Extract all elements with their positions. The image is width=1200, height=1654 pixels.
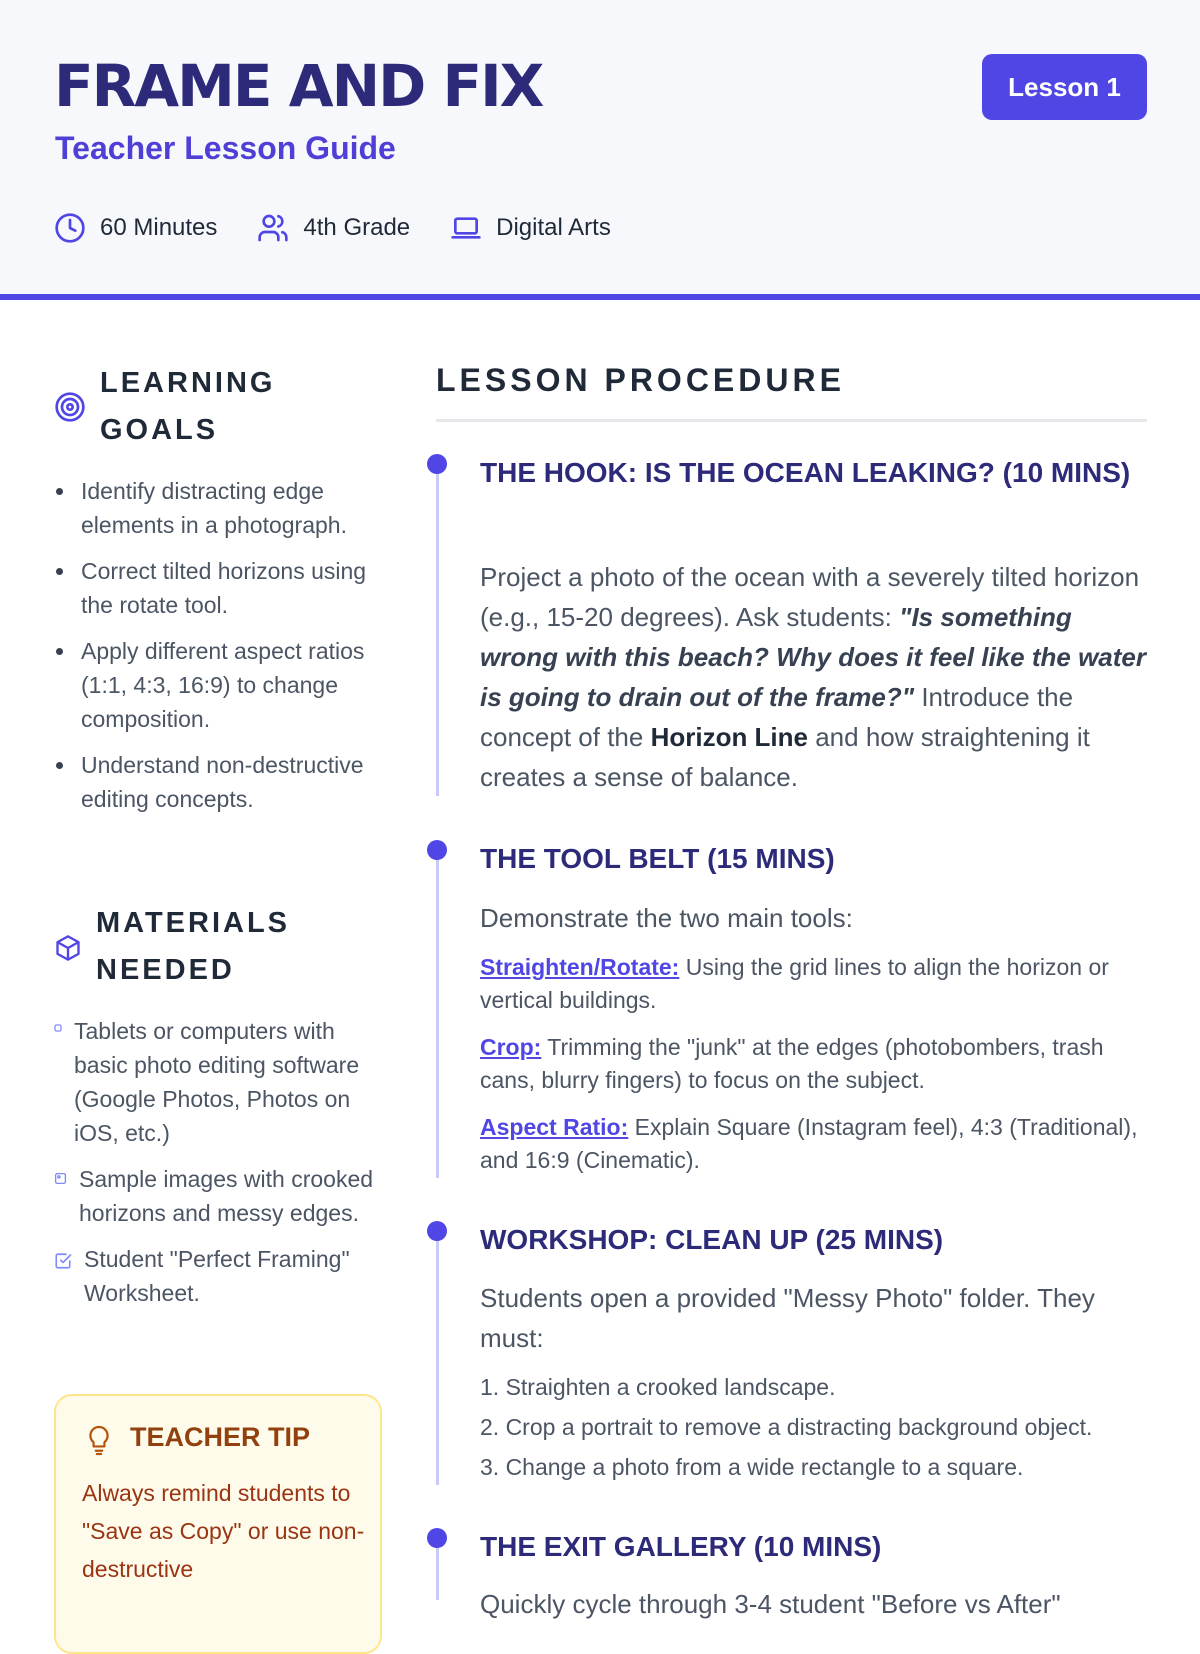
timeline-dot — [427, 840, 447, 860]
image-bullet-icon — [54, 1172, 67, 1185]
step-body-exit: Quickly cycle through 3-4 student "Before vs After" — [480, 1589, 1061, 1619]
page-subtitle: Teacher Lesson Guide — [55, 130, 396, 166]
learning-goals-list — [55, 474, 385, 828]
target-icon — [54, 391, 86, 423]
hook-quote: "Is something wrong with this beach? Why does it feel like the water is going to drain out of the frame?" — [480, 602, 1146, 712]
step-body-hook — [480, 557, 1150, 797]
learning-goals-title — [100, 360, 275, 454]
material-text: Student "Perfect Framing" Worksheet. — [84, 1246, 350, 1306]
step-intro-workshop: Students open a provided "Messy Photo" folder. They must: — [480, 1283, 1095, 1353]
hook-bold: Horizon Line — [650, 722, 808, 752]
list-item — [54, 1014, 390, 1150]
step-intro-toolbelt: Demonstrate the two main tools: — [480, 903, 853, 933]
meta-subject-label: Digital Arts — [496, 214, 611, 241]
users-icon — [257, 212, 289, 244]
timeline-line — [436, 474, 439, 796]
timeline-dot — [427, 1528, 447, 1548]
tool-item-aspect — [480, 1111, 1150, 1177]
materials-title-line1: MATERIALS — [96, 907, 291, 939]
timeline-line — [436, 1241, 439, 1485]
header — [0, 0, 1200, 300]
step-title-hook: THE HOOK: IS THE OCEAN LEAKING? (10 MINS) — [480, 457, 1131, 488]
meta-duration — [54, 212, 217, 244]
materials-title-line2: NEEDED — [96, 954, 235, 986]
tool-desc: Using the grid lines to align the horizon or vertical buildings. — [480, 954, 1109, 1013]
timeline-line — [436, 1548, 439, 1600]
meta-duration-label: 60 Minutes — [100, 214, 218, 241]
list-item: Understand non-destructive editing concepts. — [55, 748, 385, 816]
tool-desc: Trimming the "junk" at the edges (photobombers, trash cans, blurry fingers) to focus on the subject. — [480, 1034, 1104, 1093]
square-bullet-icon — [54, 1024, 62, 1032]
meta-grade-label: 4th Grade — [303, 214, 411, 241]
lesson-badge: Lesson 1 — [982, 54, 1147, 120]
workshop-step: 3. Change a photo from a wide rectangle to a square. — [480, 1454, 1024, 1480]
timeline-dot — [427, 1221, 447, 1241]
page-title: FRAME AND FIX — [54, 52, 543, 120]
hook-text-2: Introduce the concept of the — [480, 682, 1074, 752]
teacher-tip-text: Always remind students to "Save as Copy" or use non-destructive — [82, 1480, 365, 1582]
timeline-dot — [427, 454, 447, 474]
workshop-step: 1. Straighten a crooked landscape. — [480, 1374, 836, 1400]
procedure-title: LESSON PROCEDURE — [436, 362, 845, 398]
tool-item-crop — [480, 1031, 1150, 1097]
timeline-line — [436, 860, 439, 1178]
tool-desc: Explain Square (Instagram feel), 4:3 (Traditional), and 16:9 (Cinematic). — [480, 1114, 1138, 1173]
clock-icon — [54, 212, 86, 244]
meta-subject — [450, 212, 611, 244]
list-item — [54, 1242, 390, 1310]
hook-text-3: and how straightening it creates a sense of balance. — [480, 722, 1090, 792]
learning-goals-title-line2: GOALS — [100, 414, 219, 446]
materials-title — [96, 900, 290, 994]
list-item — [54, 1162, 390, 1230]
list-item: Correct tilted horizons using the rotate tool. — [55, 554, 385, 622]
tool-name-link[interactable]: Crop: — [480, 1034, 542, 1060]
checklist-icon — [54, 1252, 72, 1270]
teacher-tip-box — [54, 1394, 382, 1654]
material-text: Tablets or computers with basic photo editing software (Google Photos, Photos on iOS, etc.) — [74, 1018, 360, 1146]
procedure-divider — [436, 419, 1147, 422]
materials-list — [54, 1014, 390, 1322]
step-title-workshop: WORKSHOP: CLEAN UP (25 MINS) — [480, 1224, 944, 1255]
workshop-step: 2. Crop a portrait to remove a distracting background object. — [480, 1414, 1093, 1440]
meta-row — [54, 212, 651, 244]
box-icon — [54, 934, 82, 962]
step-title-exit: THE EXIT GALLERY (10 MINS) — [480, 1531, 882, 1562]
tool-name-link[interactable]: Straighten/Rotate: — [480, 954, 680, 980]
meta-grade — [257, 212, 410, 244]
list-item: Identify distracting edge elements in a photograph. — [55, 474, 385, 542]
lightbulb-icon — [86, 1424, 112, 1458]
hook-text-1: Project a photo of the ocean with a severely tilted horizon (e.g., 15-20 degrees). Ask students: — [480, 562, 1140, 632]
learning-goals-title-line1: LEARNING — [100, 367, 276, 399]
list-item: Apply different aspect ratios (1:1, 4:3, 16:9) to change composition. — [55, 634, 385, 736]
tool-item-straighten — [480, 951, 1150, 1017]
teacher-tip-title: TEACHER TIP — [130, 1422, 311, 1452]
laptop-icon — [450, 212, 482, 244]
step-title-toolbelt: THE TOOL BELT (15 MINS) — [480, 843, 835, 874]
material-text: Sample images with crooked horizons and messy edges. — [79, 1166, 374, 1226]
tool-name-link[interactable]: Aspect Ratio: — [480, 1114, 629, 1140]
